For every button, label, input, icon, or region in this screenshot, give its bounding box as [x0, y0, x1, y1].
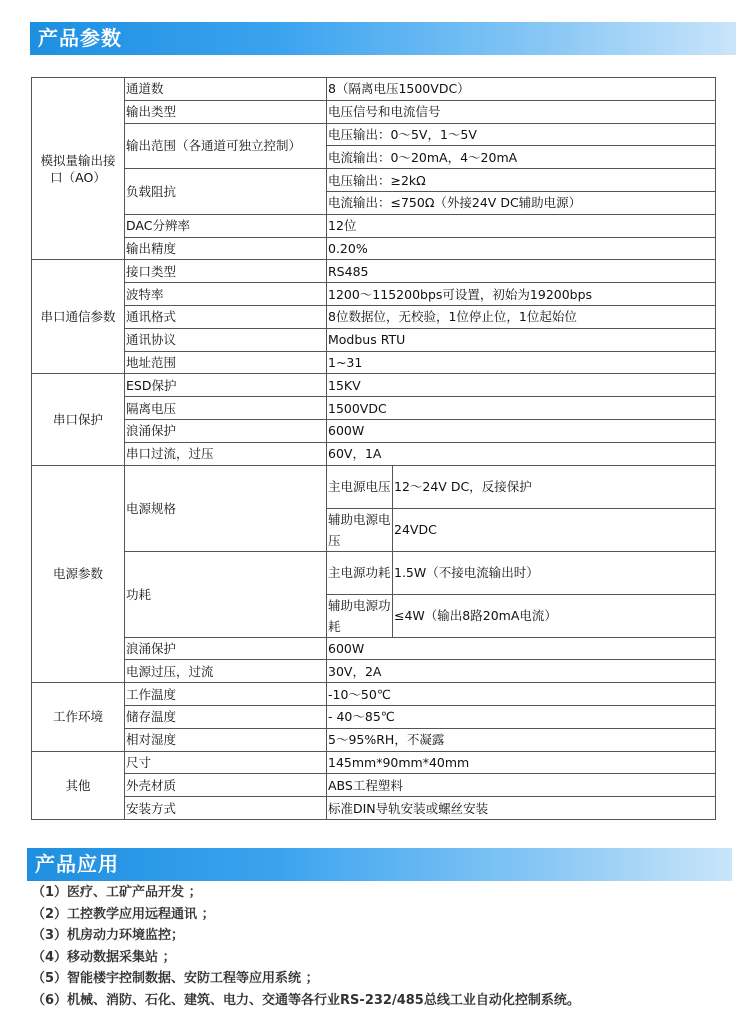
- spec-row: [32, 637, 716, 660]
- spec-table: [31, 77, 716, 820]
- spec-row: [32, 728, 716, 751]
- spec-row: [32, 237, 716, 260]
- section-title-product-params: 产品参数: [30, 22, 736, 55]
- list-item: （3）机房动力环境监控；: [32, 928, 185, 943]
- spec-row: [32, 705, 716, 728]
- spec-row: [32, 283, 716, 306]
- spec-label: DAC分辨率: [125, 214, 327, 237]
- spec-sublabel: 辅助电源电压: [327, 508, 393, 551]
- spec-value: 电压输出：≥2kΩ: [327, 169, 716, 192]
- spec-value: 145mm*90mm*40mm: [327, 751, 716, 774]
- spec-row: [32, 351, 716, 374]
- spec-row: [32, 797, 716, 820]
- spec-row: [32, 774, 716, 797]
- spec-value: 600W: [327, 419, 716, 442]
- spec-row: [32, 305, 716, 328]
- spec-label: ESD保护: [125, 374, 327, 397]
- spec-label: 通讯协议: [125, 328, 327, 351]
- spec-label: 功耗: [125, 551, 327, 637]
- spec-label: 地址范围: [125, 351, 327, 374]
- spec-value: 30V，2A: [327, 660, 716, 683]
- spec-label: 输出类型: [125, 100, 327, 123]
- spec-label: 隔离电压: [125, 397, 327, 420]
- spec-row: [32, 78, 716, 101]
- spec-label: 工作温度: [125, 683, 327, 706]
- spec-row: [32, 683, 716, 706]
- spec-value: 1200～115200bps可设置，初始为19200bps: [327, 283, 716, 306]
- spec-label: 储存温度: [125, 705, 327, 728]
- category-power: 电源参数: [32, 465, 125, 683]
- spec-label: 通道数: [125, 78, 327, 101]
- spec-value: 12～24V DC，反接保护: [393, 465, 716, 508]
- spec-row: [32, 260, 716, 283]
- spec-label: 浪涌保护: [125, 419, 327, 442]
- spec-value: - 40～85℃: [327, 705, 716, 728]
- spec-label: 接口类型: [125, 260, 327, 283]
- spec-row: [32, 374, 716, 397]
- spec-label: 输出范围（各通道可独立控制）: [125, 123, 327, 169]
- application-list: [32, 882, 580, 1011]
- spec-label: 输出精度: [125, 237, 327, 260]
- spec-label: 串口过流，过压: [125, 442, 327, 465]
- spec-value: RS485: [327, 260, 716, 283]
- spec-row: [32, 169, 716, 192]
- spec-row: [32, 442, 716, 465]
- spec-value: 600W: [327, 637, 716, 660]
- spec-sublabel: 主电源电压: [327, 465, 393, 508]
- list-item: （4）移动数据采集站 ；: [32, 949, 176, 965]
- spec-row: [32, 551, 716, 594]
- spec-row: [32, 751, 716, 774]
- spec-row: [32, 214, 716, 237]
- spec-value: 60V，1A: [327, 442, 716, 465]
- spec-value: 8（隔离电压1500VDC）: [327, 78, 716, 101]
- spec-value: Modbus RTU: [327, 328, 716, 351]
- spec-value: 5～95%RH，不凝露: [327, 728, 716, 751]
- spec-value: 15KV: [327, 374, 716, 397]
- spec-label: 浪涌保护: [125, 637, 327, 660]
- spec-value: 标准DIN导轨安装或螺丝安装: [327, 797, 716, 820]
- spec-label: 电源规格: [125, 465, 327, 551]
- list-item: （1）医疗、工矿产品开发 ；: [32, 885, 202, 900]
- list-item: （5）智能楼宇控制数据、安防工程等应用系统 ；: [32, 971, 319, 986]
- spec-sublabel: 主电源功耗: [327, 551, 393, 594]
- spec-value: 1500VDC: [327, 397, 716, 420]
- spec-value: ≤4W（输出8路20mA电流）: [393, 594, 716, 637]
- spec-value: 0.20%: [327, 237, 716, 260]
- spec-row: [32, 397, 716, 420]
- spec-value: 电压输出：0～5V，1～5V: [327, 123, 716, 146]
- spec-value: 12位: [327, 214, 716, 237]
- category-protection: 串口保护: [32, 374, 125, 465]
- spec-value: 1.5W（不接电流输出时）: [393, 551, 716, 594]
- category-environment: 工作环境: [32, 683, 125, 751]
- spec-row: [32, 660, 716, 683]
- spec-label: 负载阻抗: [125, 169, 327, 215]
- category-serial: 串口通信参数: [32, 260, 125, 374]
- spec-value: 电压信号和电流信号: [327, 100, 716, 123]
- spec-row: [32, 328, 716, 351]
- spec-value: 24VDC: [393, 508, 716, 551]
- spec-row: [32, 465, 716, 508]
- spec-row: [32, 100, 716, 123]
- spec-label: 波特率: [125, 283, 327, 306]
- spec-value: 8位数据位，无校验，1位停止位，1位起始位: [327, 305, 716, 328]
- spec-label: 外壳材质: [125, 774, 327, 797]
- spec-value: 电流输出：≤750Ω（外接24V DC辅助电源）: [327, 191, 716, 214]
- spec-row: [32, 123, 716, 146]
- spec-row: [32, 419, 716, 442]
- list-item: （6）机械、消防、石化、建筑、电力、交通等各行业RS-232/485总线工业自动化控制系统。: [32, 992, 580, 1008]
- spec-value: 电流输出：0～20mA，4～20mA: [327, 146, 716, 169]
- category-other: 其他: [32, 751, 125, 819]
- list-item: （2）工控教学应用远程通讯 ；: [32, 906, 215, 922]
- spec-label: 电源过压，过流: [125, 660, 327, 683]
- category-ao: 模拟量输出接口（AO）: [32, 78, 125, 260]
- section-title-product-apps: 产品应用: [27, 848, 732, 881]
- spec-label: 尺寸: [125, 751, 327, 774]
- spec-label: 通讯格式: [125, 305, 327, 328]
- spec-sublabel: 辅助电源功耗: [327, 594, 393, 637]
- spec-label: 安装方式: [125, 797, 327, 820]
- spec-value: -10～50℃: [327, 683, 716, 706]
- spec-label: 相对湿度: [125, 728, 327, 751]
- spec-value: 1~31: [327, 351, 716, 374]
- spec-value: ABS工程塑料: [327, 774, 716, 797]
